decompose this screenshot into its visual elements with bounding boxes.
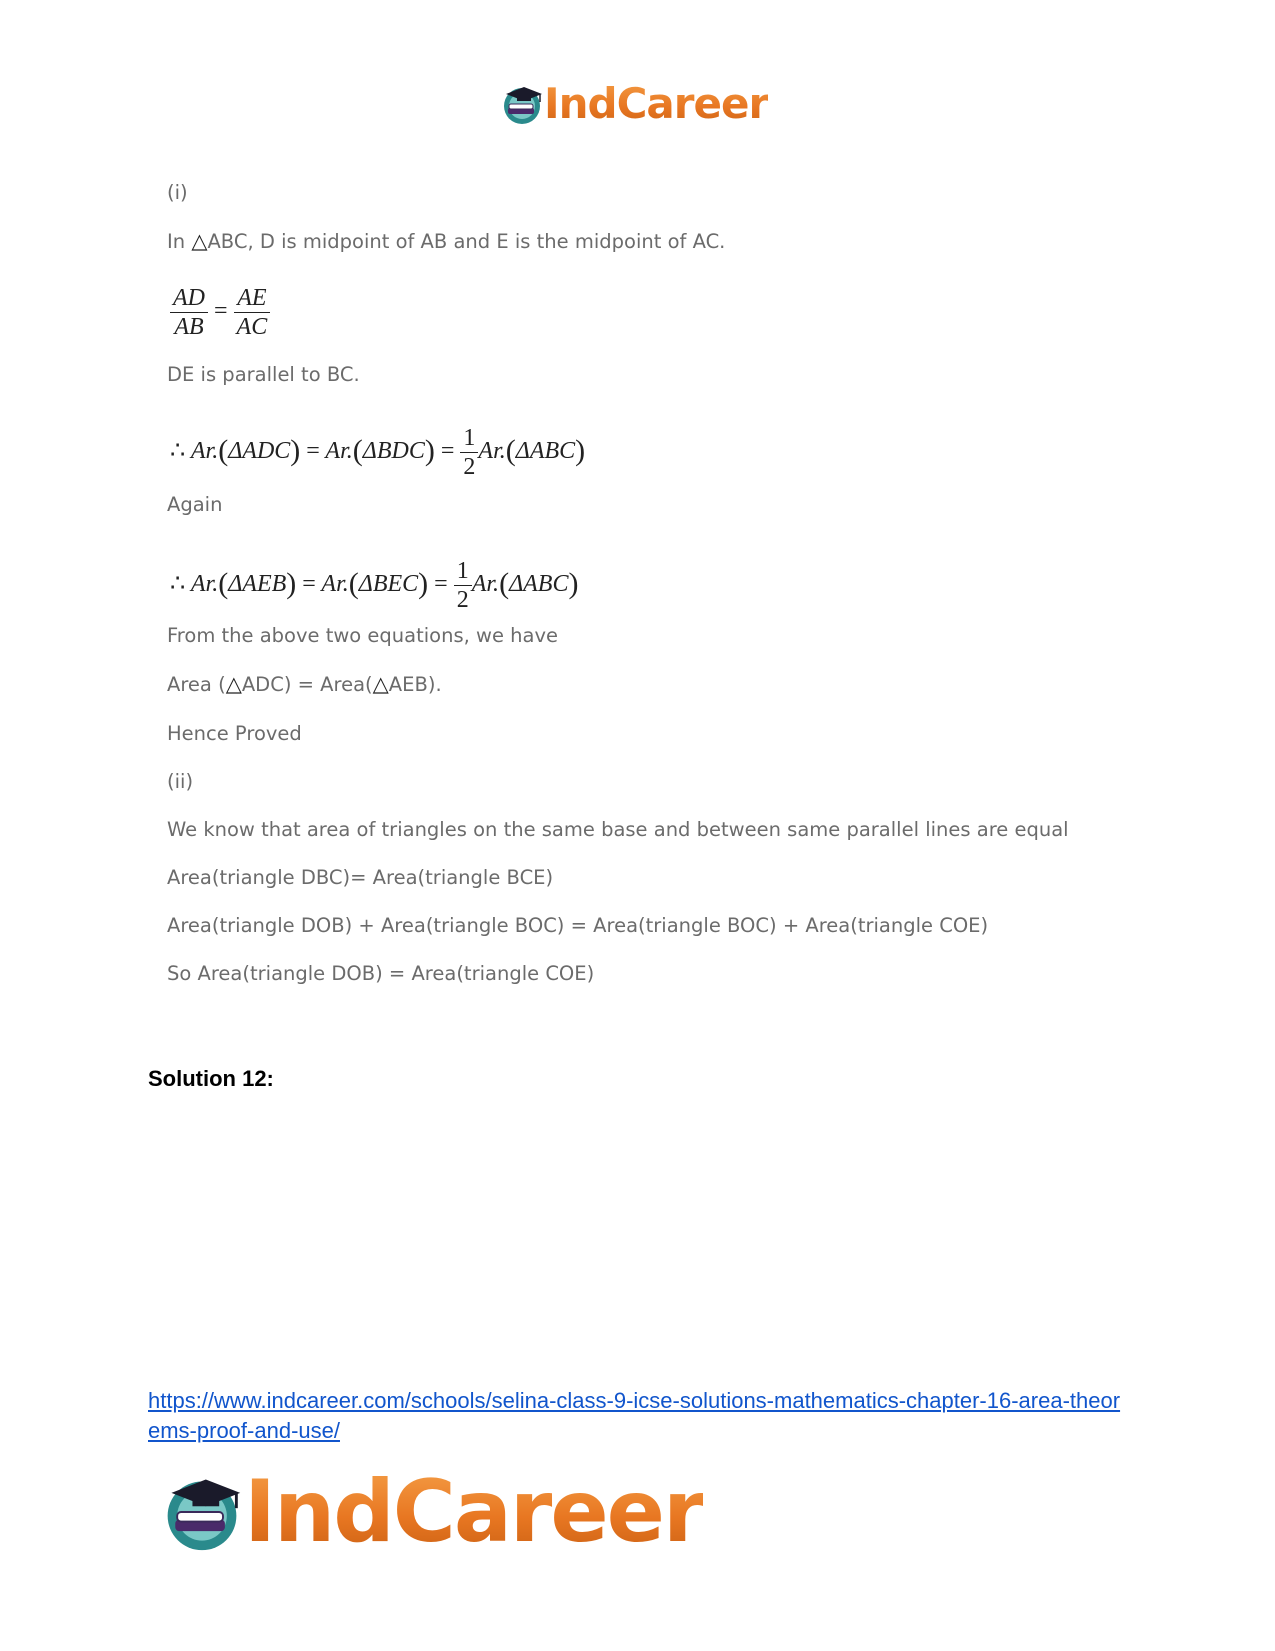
triangle-abc: ΔABC — [509, 571, 569, 598]
paragraph-hence-proved: Hence Proved — [167, 722, 302, 745]
part-i-label: (i) — [167, 181, 188, 204]
graduation-cap-book-icon — [500, 82, 544, 126]
paragraph-area-equal — [167, 671, 442, 698]
equals-sign: = — [302, 571, 316, 598]
logo-wordmark: IndCareer — [544, 76, 768, 132]
part-ii-label: (ii) — [167, 770, 194, 793]
fraction-denominator: 2 — [463, 454, 476, 480]
triangle-bec: ΔBEC — [358, 571, 419, 598]
equation-area-aeb: ∴ Ar.(ΔAEB) = Ar.(ΔBEC) = $\frac{1}{2}$ Ar.(ΔABC) — [170, 558, 579, 613]
fraction-denominator: AB — [174, 314, 204, 340]
paragraph-from-above: From the above two equations, we have — [167, 624, 559, 647]
text-adc: ADC) = Area( — [241, 673, 373, 696]
fraction-half — [460, 424, 478, 481]
equation-ratio — [170, 284, 270, 341]
ar-term: Ar. — [190, 438, 219, 465]
text-area-open: Area ( — [167, 673, 226, 696]
equals-sign: = — [440, 438, 455, 465]
ar-term: Ar. — [471, 571, 500, 598]
triangle-symbol: △ — [372, 672, 389, 696]
equals-sign: = — [214, 298, 228, 325]
fraction-numerator: AE — [234, 284, 271, 313]
triangle-abc: ΔABC — [515, 438, 576, 465]
fraction-numerator: 1 — [460, 424, 478, 453]
fraction-ae-ac — [234, 284, 271, 341]
ar-term: Ar. — [325, 438, 353, 465]
therefore-symbol: ∴ — [170, 571, 186, 598]
indcareer-logo-top — [500, 76, 768, 132]
fraction-denominator: AC — [236, 314, 268, 340]
paragraph-again: Again — [167, 493, 223, 516]
triangle-symbol: △ — [191, 229, 208, 253]
ar-term: Ar. — [190, 571, 219, 598]
paragraph-parallel: DE is parallel to BC. — [167, 363, 360, 386]
triangle-symbol: △ — [225, 672, 242, 696]
paragraph-dob-boc: Area(triangle DOB) + Area(triangle BOC) = Area(triangle BOC) + Area(triangle COE) — [167, 914, 989, 937]
fraction-denominator: 2 — [456, 587, 469, 613]
paragraph-same-base: We know that area of triangles on the same base and between same parallel lines are equal — [167, 818, 1069, 841]
equals-sign: = — [306, 438, 320, 465]
logo-wordmark: IndCareer — [244, 1462, 704, 1562]
fraction-half — [454, 557, 472, 614]
ar-term: Ar. — [478, 438, 506, 465]
equals-sign: = — [434, 571, 448, 598]
graduation-cap-book-icon — [160, 1470, 244, 1554]
text-aeb: AEB). — [388, 673, 442, 696]
ar-term: Ar. — [321, 571, 349, 598]
equation-area-adc: ∴ Ar.(ΔADC) = Ar.(ΔBDC) = $\frac{1}{2}$ Ar.(ΔABC) — [170, 425, 586, 480]
paragraph-dbc-bce: Area(triangle DBC)= Area(triangle BCE) — [167, 866, 554, 889]
fraction-ad-ab — [170, 284, 208, 341]
fraction-numerator: 1 — [454, 557, 472, 586]
text-midpoints: ABC, D is midpoint of AB and E is the midpoint of AC. — [207, 230, 726, 253]
therefore-symbol: ∴ — [170, 438, 186, 465]
paragraph-midpoints — [167, 228, 725, 255]
solution-heading: Solution 12: — [148, 1066, 274, 1091]
triangle-aeb: ΔAEB — [228, 571, 287, 598]
triangle-adc: ΔADC — [228, 438, 291, 465]
fraction-numerator: AD — [170, 284, 208, 313]
indcareer-logo-bottom — [160, 1462, 703, 1562]
text-in: In — [167, 230, 192, 253]
footer-url-link[interactable]: https://www.indcareer.com/schools/selina-class-9-icse-solutions-mathematics-chapter-16-area-theorems-proof-and-use/ — [148, 1388, 1121, 1443]
triangle-bdc: ΔBDC — [362, 438, 425, 465]
paragraph-conclusion: So Area(triangle DOB) = Area(triangle COE) — [167, 962, 595, 985]
